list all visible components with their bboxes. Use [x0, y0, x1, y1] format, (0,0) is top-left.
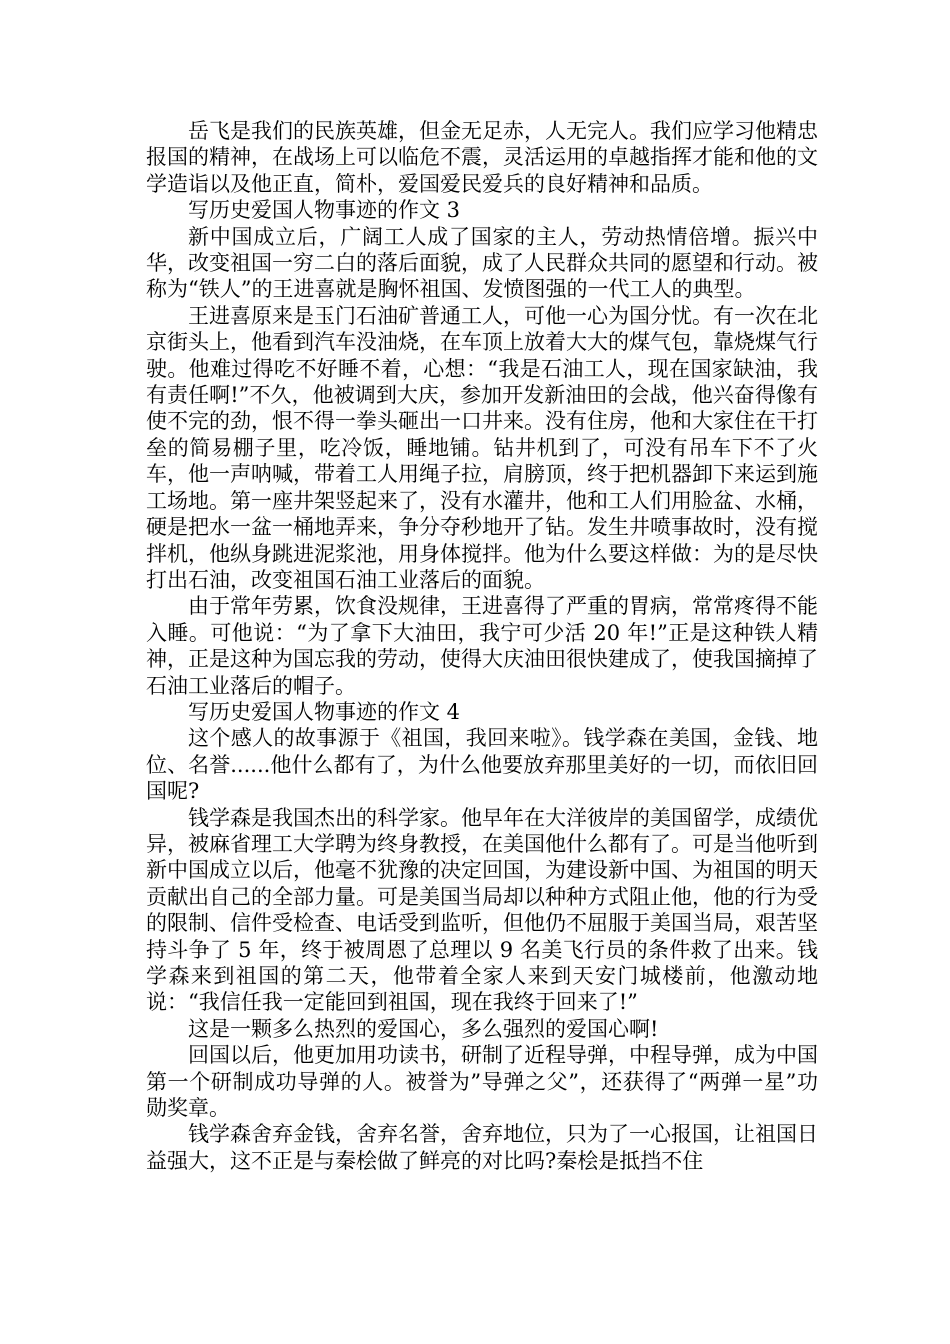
section-heading-essay-3: 写历史爱国人物事迹的作文 3 [188, 198, 461, 223]
section-heading-essay-4: 写历史爱国人物事迹的作文 4 [188, 699, 461, 724]
paragraph-qian-story: 钱学森是我国杰出的科学家。他早年在大洋彼岸的美国留学，成绩优异，被麻省理工大学聘为终身教授，在美国他什么都有了。可是当他听到新中国成立以后，他毫不犹豫的决定回国，为建设新中国、为祖国的明天贡献出自己的全部力量。可是美国当局却以种种方式阻止他，他的行为受的限制、信件受检查、电话受到监听，但他仍不屈服于美国当局，艰苦坚持斗争了 5 年，终于被周恩了总理以 9 名美飞行员的条件救了出来。钱学森来到祖国的第二天，他带着全家人来到天安门城楼前，他激动地说：“我信任我一定能回到祖国，现在我终于回来了!” [146, 805, 818, 1015]
document-page [146, 118, 818, 1174]
paragraph-patriotic-heart: 这是一颗多么热烈的爱国心，多么强烈的爱国心啊! [188, 1016, 659, 1041]
paragraph-qian-intro: 这个感人的故事源于《祖国，我回来啦》。钱学森在美国，金钱、地位、名誉......他什么都有了，为什么他要放弃那里美好的一切，而依旧回国呢? [146, 726, 818, 804]
paragraph-yuefei-conclusion: 岳飞是我们的民族英雄，但金无足赤，人无完人。我们应学习他精忠报国的精神，在战场上可以临危不震，灵活运用的卓越指挥才能和他的文学造诣以及他正直，简朴，爱国爱民爱兵的良好精神和品质。 [146, 119, 818, 196]
paragraph-wang-jinxi-story: 王进喜原来是玉门石油矿普通工人，可他一心为国分忧。有一次在北京街头上，他看到汽车没油烧，在车顶上放着大大的煤气包，靠烧煤气行驶。他难过得吃不好睡不着，心想：“我是石油工人，现在国家缺油，我有责任啊!”不久，他被调到大庆，参加开发新油田的会战，他兴奋得像有使不完的劲，恨不得一拳头砸出一口井来。没有住房，他和大家住在干打垒的简易棚子里，吃冷饭，睡地铺。钻井机到了，可没有吊车下不了火车，他一声呐喊，带着工人用绳子拉，肩膀顶，终于把机器卸下来运到施工场地。第一座井架竖起来了，没有水灌井，他和工人们用脸盆、水桶，硬是把水一盆一桶地弄来，争分夺秒地开了钻。发生井喷事故时，没有搅拌机，他纵身跳进泥浆池，用身体搅拌。他为什么要这样做：为的是尽快打出石油，改变祖国石油工业落后的面貌。 [146, 303, 818, 592]
paragraph-qian-comparison: 钱学森舍弃金钱，舍弃名誉，舍弃地位，只为了一心报国，让祖国日益强大，这不正是与秦桧做了鲜亮的对比吗?秦桧是抵挡不住 [146, 1122, 818, 1173]
paragraph-wang-jinxi-illness: 由于常年劳累，饮食没规律，王进喜得了严重的胃病，常常疼得不能入睡。可他说：“为了拿下大油田，我宁可少活 20 年!”正是这种铁人精神，正是这种为国忘我的劳动，使得大庆油田很快建成了，使我国摘掉了石油工业落后的帽子。 [146, 594, 818, 698]
paragraph-qian-achievements: 回国以后，他更加用功读书，研制了近程导弹，中程导弹，成为中国第一个研制成功导弹的人。被誉为”导弹之父”，还获得了“两弹一星”功勋奖章。 [146, 1043, 818, 1121]
paragraph-workers-intro: 新中国成立后，广阔工人成了国家的主人，劳动热情倍增。振兴中华，改变祖国一穷二白的落后面貌，成了人民群众共同的愿望和行动。被称为“铁人”的王进喜就是胸怀祖国、发愤图强的一代工人的典型。 [146, 224, 818, 302]
